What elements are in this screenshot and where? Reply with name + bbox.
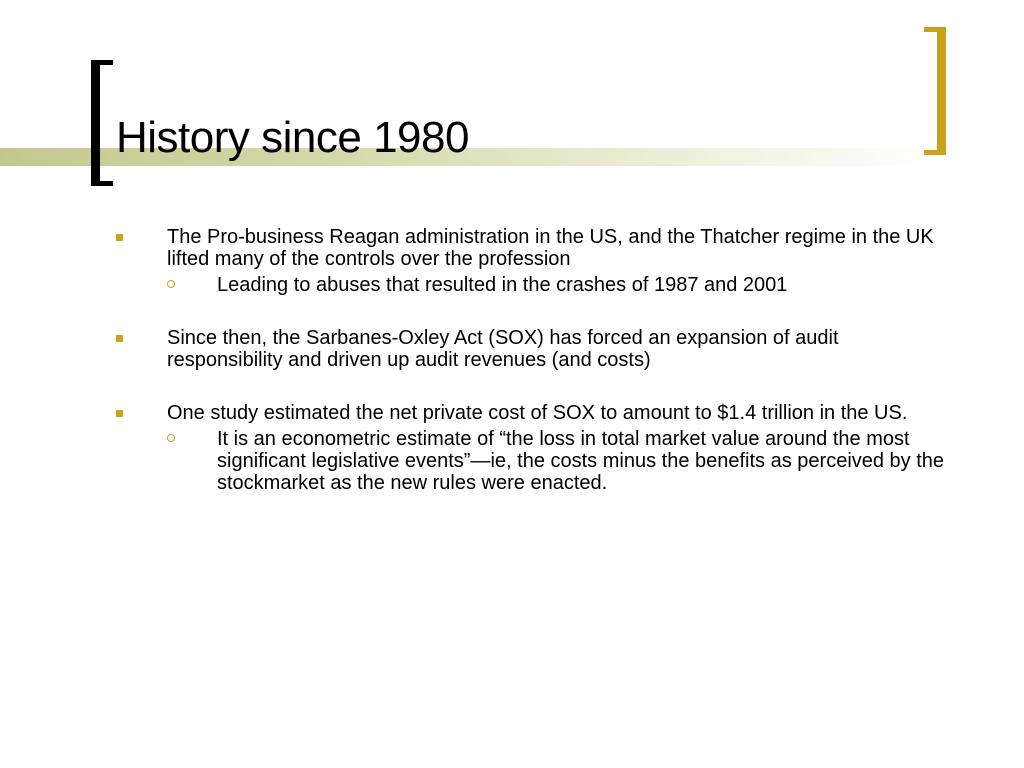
left-bracket-icon xyxy=(91,60,113,186)
square-bullet-icon xyxy=(116,410,123,417)
bullet-item xyxy=(116,402,966,494)
sub-bullet-item xyxy=(167,428,966,494)
bullet-item xyxy=(116,327,966,371)
bullet-text: The Pro-business Reagan administration in the US, and the Thatcher regime in the UK lifted many of the controls over the profession xyxy=(167,226,934,270)
bullet-item xyxy=(116,226,966,296)
right-bracket-icon xyxy=(924,27,946,155)
bullet-text: Since then, the Sarbanes-Oxley Act (SOX) has forced an expansion of audit responsibility and driven up audit revenues (and costs) xyxy=(167,327,839,371)
circle-bullet-icon xyxy=(167,280,175,288)
sub-bullet-item xyxy=(167,274,966,296)
sub-bullet-text: It is an econometric estimate of “the loss in total market value around the most significant legislative events”—ie, the costs minus the benefits as perceived by the stockmarket as the new rules were enacted. xyxy=(217,428,945,494)
square-bullet-icon xyxy=(116,234,123,241)
bullet-list xyxy=(116,226,966,494)
circle-bullet-icon xyxy=(167,434,175,442)
bullet-text: One study estimated the net private cost of SOX to amount to $1.4 trillion in the US. xyxy=(167,402,908,424)
slide-title: History since 1980 xyxy=(116,113,469,162)
square-bullet-icon xyxy=(116,335,123,342)
sub-bullet-text: Leading to abuses that resulted in the crashes of 1987 and 2001 xyxy=(217,274,788,296)
